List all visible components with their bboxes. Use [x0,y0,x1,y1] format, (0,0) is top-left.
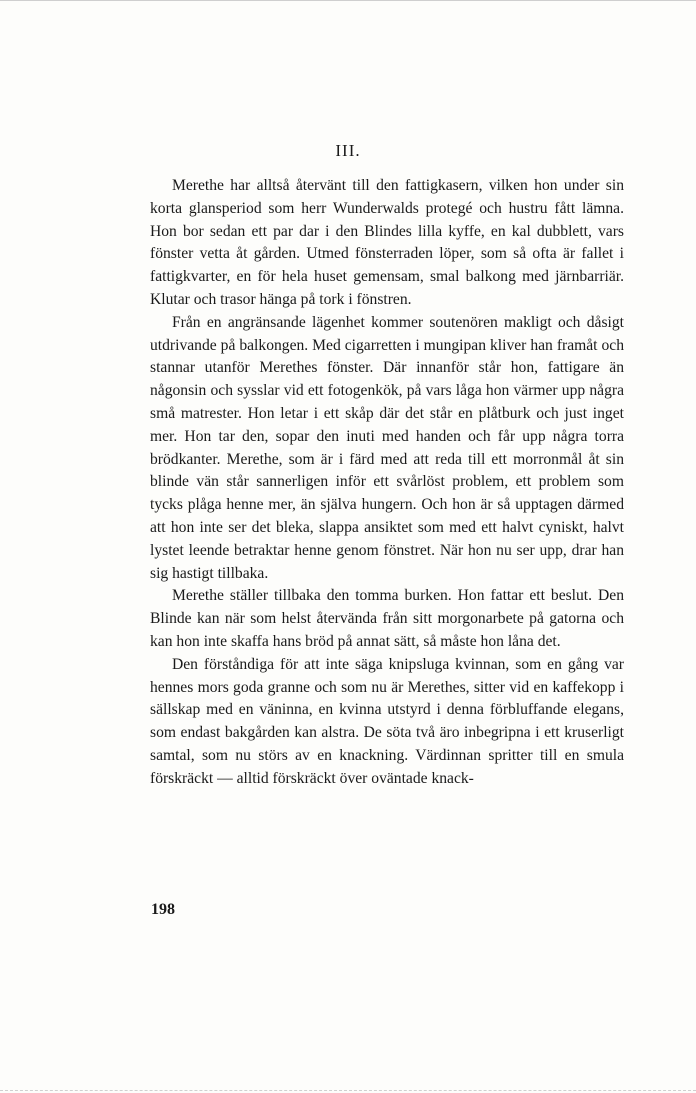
paragraph-4: Den förståndiga för att inte säga knipsluga kvinnan, som en gång var hennes mors goda granne och som nu är Merethes, sitter vid en kaffekopp i sällskap med en väninna, en kvinna utstyrd i denna förbluffande elegans, som endast bakgården kan alstra. De söta två äro inbegripna i ett kruserligt samtal, som nu störs av en knackning. Värdinnan spritter till en smula förskräckt — alltid förskräckt över oväntade knack- [150,655,624,787]
page-number: 198 [151,901,175,918]
body-text [150,175,624,791]
paragraph-2: Från en angränsande lägenhet kommer soutenören makligt och dåsigt utdrivande på balkongen. Med cigarretten i mungipan kliver han framåt och stannar utanför Merethes fönster. Där innanför står hon, fattigare än någonsin och sysslar vid ett fotogenkök, på vars låga hon värmer upp några små matrester. Hon letar i ett skåp där det står en plåtburk och just inget mer. Hon tar den, sopar den inuti med handen och får upp några torra brödkanter. Merethe, som är i färd med att reda till ett morronmål åt sin blinde vän står sannerligen inför ett svårlöst problem, ett problem som tycks plåga henne mer, än själva hungern. Och hon är så upptagen därmed att hon inte ser det bleka, slappa ansiktet som med ett halvt cyniskt, halvt lystet leende betraktar henne genom fönstret. När hon nu ser upp, drar han sig hastigt tillbaka. [150,313,624,582]
chapter-heading: III. [335,141,361,160]
paragraph-1: Merethe har alltså återvänt till den fattigkasern, vilken hon under sin korta glansperiod som herr Wunderwalds protegé och hustru fått lämna. Hon bor sedan ett par dar i den Blindes lilla kyffe, en kal dubblett, vars fönster vetta åt gården. Utmed fönsterraden löper, som så ofta är fallet i fattigkvarter, en för hela huset gemensam, smal balkong med järnbarriär. Klutar och trasor hänga på tork i fönstren. [150,177,624,308]
paragraph-3: Merethe ställer tillbaka den tomma burken. Hon fattar ett beslut. Den Blinde kan när som helst återvända från sitt morgonarbete på gatorna och kan hon inte skaffa hans bröd på annat sätt, så måste hon låna det. [150,587,624,650]
